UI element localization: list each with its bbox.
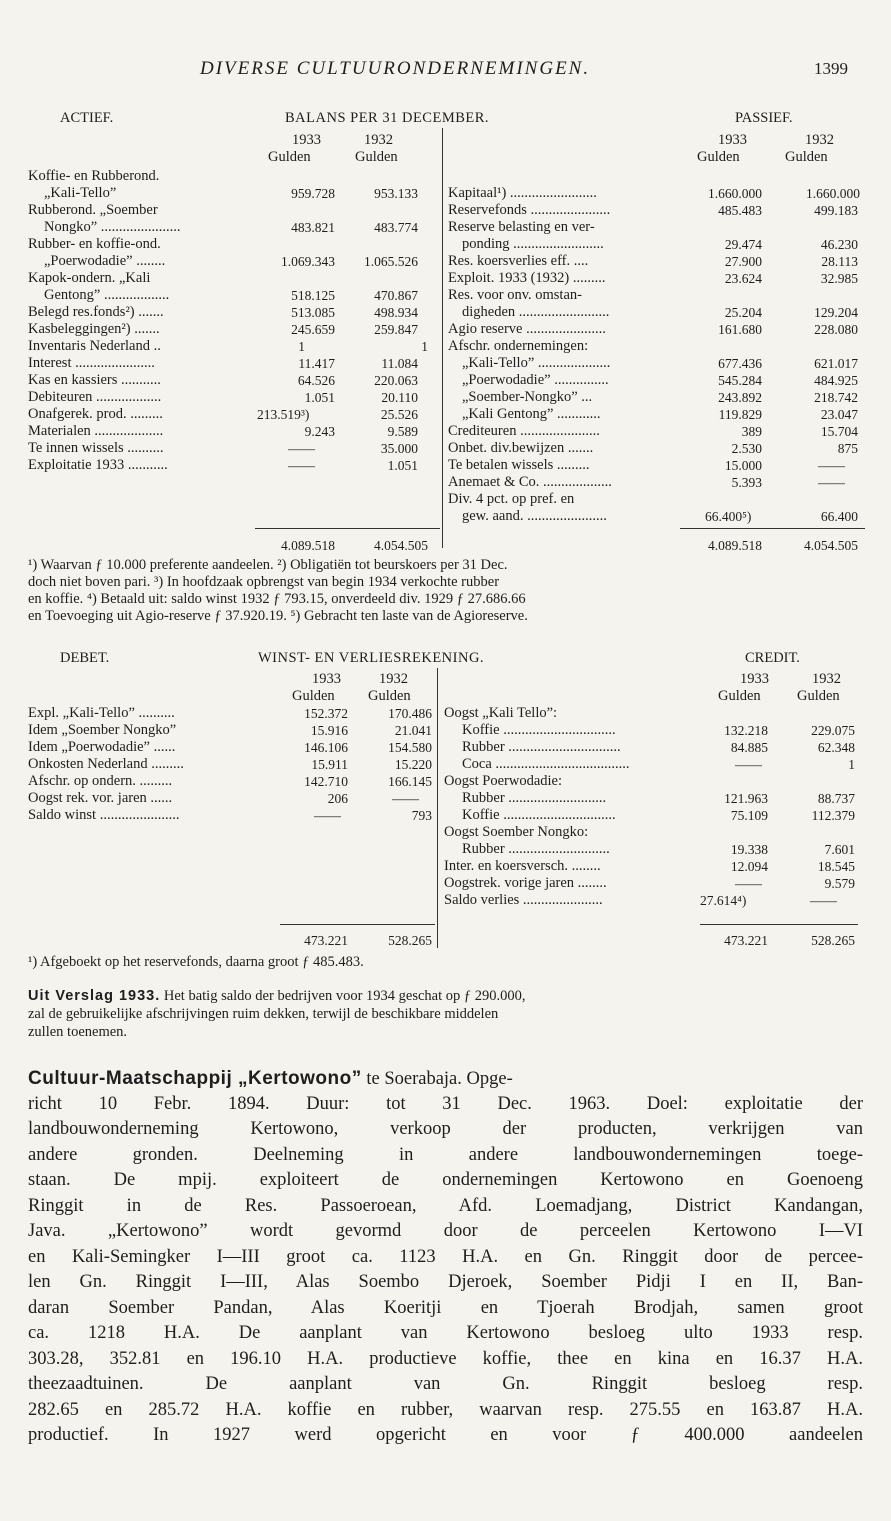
- row-label: Oogst „Kali Tello”:: [444, 705, 558, 721]
- value-1932: 15.704: [820, 424, 858, 439]
- total-1932-right: 528.265: [811, 933, 855, 948]
- row-label: Reserve belasting en ver-: [448, 219, 595, 235]
- body-line: theezaadtuinen. De aanplant van Gn. Ringgit besloeg resp.: [28, 1374, 863, 1394]
- value-1932: 229.075: [811, 723, 855, 738]
- value-1932: 11.084: [381, 356, 418, 371]
- table-row: [0, 321, 891, 338]
- body-line: len Gn. Ringgit I—III, Alas Soembo Djeroek, Soember Pidji I en II, Ban-: [28, 1272, 863, 1292]
- row-label: Interest ......................: [28, 355, 155, 371]
- value-1933: 513.085: [291, 305, 335, 320]
- row-label: Oogst rek. vor. jaren ......: [28, 790, 173, 806]
- value-1933: ——: [735, 876, 762, 891]
- value-1932: 218.742: [814, 390, 858, 405]
- total-1933-left: 473.221: [304, 933, 348, 948]
- value-1933: 23.624: [724, 271, 762, 286]
- value-1932: ——: [818, 475, 845, 490]
- row-label: Onafgerek. prod. .........: [28, 406, 163, 422]
- table-row: [0, 756, 891, 773]
- value-1933: 389: [741, 424, 762, 439]
- running-head-title: DIVERSE CULTUURONDERNEMINGEN.: [200, 58, 591, 79]
- value-1932: 793: [411, 808, 432, 823]
- table-row: [0, 440, 891, 457]
- value-1933: 5.393: [731, 475, 762, 490]
- row-label: Res. voor onv. omstan-: [448, 287, 582, 303]
- balans-unit-a-left: Gulden: [268, 149, 311, 165]
- table-row: [0, 253, 891, 270]
- table-row: [0, 423, 891, 440]
- row-label: „Kali Gentong” ............: [462, 406, 601, 422]
- value-1932: 170.486: [388, 706, 432, 721]
- row-label: Nongko” ......................: [44, 219, 181, 235]
- row-label: Exploit. 1933 (1932) .........: [448, 270, 606, 286]
- value-1933: 1.051: [304, 390, 335, 405]
- table-row: [0, 372, 891, 389]
- total-1933-right: 473.221: [724, 933, 768, 948]
- value-1933: 1.660.000: [708, 186, 762, 201]
- value-1932: ——: [818, 458, 845, 473]
- report-paragraph: [28, 988, 863, 1042]
- value-1933: 132.218: [724, 723, 768, 738]
- table-row: [0, 739, 891, 756]
- table-row: [0, 474, 891, 491]
- balans-year-b-right: 1932: [805, 132, 834, 148]
- row-label: Saldo winst ......................: [28, 807, 180, 823]
- table-row: [0, 537, 891, 554]
- value-1932: 166.145: [388, 774, 432, 789]
- winst-total-rule-right: [700, 924, 858, 925]
- total-rule-right: [680, 528, 865, 529]
- row-label: gew. aand. ......................: [462, 508, 607, 524]
- row-label: „Kali-Tello” ....................: [462, 355, 611, 371]
- row-label: Rubber ...........................: [462, 790, 607, 806]
- value-1933: 29.474: [724, 237, 762, 252]
- value-1933: 243.892: [718, 390, 762, 405]
- winst-footnote: [28, 954, 863, 971]
- row-label: Kasbeleggingen²) .......: [28, 321, 160, 337]
- row-label: Crediteuren ......................: [448, 423, 600, 439]
- table-row: [0, 168, 891, 185]
- row-label: ponding .........................: [462, 236, 604, 252]
- value-1933: 485.483: [718, 203, 762, 218]
- credit-heading: CREDIT.: [745, 650, 800, 666]
- value-1933: 213.519³): [257, 407, 310, 422]
- value-1932: 21.041: [394, 723, 432, 738]
- winst-unit-a-left: Gulden: [292, 688, 335, 704]
- row-label: Te innen wissels ..........: [28, 440, 164, 456]
- debet-heading: DEBET.: [60, 650, 110, 666]
- body-line: en Kali-Semingker I—III groot ca. 1123 H.A. en Gn. Ringgit door de percee-: [28, 1246, 863, 1267]
- balans-footnotes: [28, 557, 863, 625]
- table-row: [0, 932, 891, 949]
- total-1932-left: 528.265: [388, 933, 432, 948]
- value-1933: 2.530: [731, 441, 762, 456]
- table-row: [0, 773, 891, 790]
- row-label: Coca .....................................: [462, 756, 630, 772]
- company-paragraph: [28, 1066, 863, 1449]
- body-line: staan. De mpij. exploiteert de ondernemingen Kertowono en Goenoeng: [28, 1170, 863, 1190]
- winst-year-a-left: 1933: [312, 671, 341, 687]
- value-1932: 483.774: [374, 220, 418, 235]
- row-label: Exploitatie 1933 ...........: [28, 457, 168, 473]
- row-label: „Kali-Tello”: [44, 185, 117, 201]
- value-1932: 1.051: [387, 458, 418, 473]
- value-1932: 35.000: [380, 441, 418, 456]
- value-1932: 499.183: [814, 203, 858, 218]
- row-label: Oogst Soember Nongko:: [444, 824, 589, 840]
- report-lead: Uit Verslag 1933.: [28, 988, 161, 1004]
- body-line: andere gronden. Deelneming in andere landbouwondernemingen toege-: [28, 1144, 863, 1165]
- row-label: Onbet. div.bewijzen .......: [448, 440, 594, 456]
- body-line: productief. In 1927 werd opgericht en voor ƒ 400.000 aandeelen: [28, 1425, 863, 1445]
- value-1932: 621.017: [814, 356, 858, 371]
- value-1933: 1.069.343: [281, 254, 335, 269]
- row-label: Kas en kassiers ...........: [28, 372, 161, 388]
- value-1932: 46.230: [820, 237, 858, 252]
- balans-year-b-left: 1932: [364, 132, 393, 148]
- value-1933: 119.829: [718, 407, 762, 422]
- value-1933: 27.614⁴): [700, 893, 747, 908]
- value-1933: ——: [735, 757, 762, 772]
- value-1933: 15.911: [311, 757, 348, 772]
- winst-unit-b-right: Gulden: [797, 688, 840, 704]
- table-row: [0, 858, 891, 875]
- value-1932: 484.925: [814, 373, 858, 388]
- footnote-line: en Toevoeging uit Agio-reserve ƒ 37.920.19. ⁵) Gebracht ten laste van de Agioreserve.: [28, 608, 528, 624]
- value-1932: 1.065.526: [364, 254, 418, 269]
- value-1933: 27.900: [724, 254, 762, 269]
- row-label: Idem „Poerwodadie” ......: [28, 739, 176, 755]
- row-label: Te betalen wissels .........: [448, 457, 590, 473]
- value-1932: 66.400: [820, 509, 858, 524]
- total-1933-left: 4.089.518: [281, 538, 335, 553]
- value-1933: ——: [288, 441, 315, 456]
- report-line: zal de gebruikelijke afschrijvingen ruim dekken, terwijl de beschikbare middelen: [28, 1006, 499, 1022]
- value-1933: 483.821: [291, 220, 335, 235]
- table-row: [0, 790, 891, 807]
- balans-year-a-right: 1933: [718, 132, 747, 148]
- body-line: 282.65 en 285.72 H.A. koffie en rubber, waarvan resp. 275.55 en 163.87 H.A.: [28, 1399, 863, 1420]
- value-1932: 154.580: [388, 740, 432, 755]
- value-1933: 142.710: [304, 774, 348, 789]
- table-row: [0, 185, 891, 202]
- table-row: [0, 236, 891, 253]
- row-label: Debiteuren ..................: [28, 389, 162, 405]
- value-1932: 7.601: [824, 842, 855, 857]
- table-row: [0, 705, 891, 722]
- value-1932: 9.579: [824, 876, 855, 891]
- value-1932: 470.867: [374, 288, 418, 303]
- value-1933: 11.417: [298, 356, 335, 371]
- body-line: richt 10 Febr. 1894. Duur: tot 31 Dec. 1963. Doel: exploitatie der: [28, 1093, 863, 1114]
- footnote-line: ¹) Waarvan ƒ 10.000 preferente aandeelen. ²) Obligatiën tot beurskoers per 31 Dec.: [28, 557, 508, 573]
- report-line: [28, 988, 863, 1006]
- balans-title: BALANS PER 31 DECEMBER.: [285, 110, 490, 126]
- value-1933: 677.436: [718, 356, 762, 371]
- value-1933: 19.338: [730, 842, 768, 857]
- value-1932: 220.063: [374, 373, 418, 388]
- row-label: Rubberond. „Soember: [28, 202, 158, 218]
- row-label: Koffie ...............................: [462, 807, 616, 823]
- balans-unit-a-right: Gulden: [697, 149, 740, 165]
- value-1932: ——: [392, 791, 419, 806]
- winst-unit-b-left: Gulden: [368, 688, 411, 704]
- row-label: Res. koersverlies eff. ....: [448, 253, 589, 269]
- value-1932: 32.985: [820, 271, 858, 286]
- footnote-line: ¹) Afgeboekt op het reservefonds, daarna groot ƒ 485.483.: [28, 954, 364, 970]
- row-label: Materialen ...................: [28, 423, 164, 439]
- value-1933: 245.659: [291, 322, 335, 337]
- table-row: [0, 841, 891, 858]
- value-1933: 15.000: [724, 458, 762, 473]
- row-label: Rubber ............................: [462, 841, 610, 857]
- row-label: Afschr. op ondern. .........: [28, 773, 173, 789]
- row-label: „Soember-Nongko” ...: [462, 389, 593, 405]
- total-1932-left: 4.054.505: [374, 538, 428, 553]
- table-row: [0, 824, 891, 841]
- value-1933: 84.885: [730, 740, 768, 755]
- row-label: Kapok-ondern. „Kali: [28, 270, 151, 286]
- value-1933: 545.284: [718, 373, 762, 388]
- footnote-line: doch niet boven pari. ³) In hoofdzaak opbrengst van begin 1934 verkochte rubber: [28, 574, 500, 590]
- balans-unit-b-left: Gulden: [355, 149, 398, 165]
- table-row: [0, 219, 891, 236]
- row-label: Expl. „Kali-Tello” ..........: [28, 705, 175, 721]
- row-label: Reservefonds ......................: [448, 202, 611, 218]
- table-row: [0, 491, 891, 508]
- table-row: [0, 304, 891, 321]
- row-label: Oogst Poerwodadie:: [444, 773, 562, 789]
- row-label: Gentong” ..................: [44, 287, 170, 303]
- table-row: [0, 287, 891, 304]
- row-label: Saldo verlies ......................: [444, 892, 603, 908]
- value-1933: 206: [327, 791, 348, 806]
- value-1932: 18.545: [817, 859, 855, 874]
- balans-year-a-left: 1933: [292, 132, 321, 148]
- total-1933-right: 4.089.518: [708, 538, 762, 553]
- body-line: Ringgit in de Res. Passoeroean, Afd. Loemadjang, District Kandangan,: [28, 1195, 863, 1216]
- winst-unit-a-right: Gulden: [718, 688, 761, 704]
- value-1932: 62.348: [817, 740, 855, 755]
- winst-year-b-right: 1932: [812, 671, 841, 687]
- value-1933: ——: [288, 458, 315, 473]
- table-row: [0, 508, 891, 525]
- value-1933: 12.094: [730, 859, 768, 874]
- row-label: digheden .........................: [462, 304, 610, 320]
- value-1932: 25.526: [380, 407, 418, 422]
- value-1933: 15.916: [310, 723, 348, 738]
- value-1933: 75.109: [730, 808, 768, 823]
- report-line: zullen toenemen.: [28, 1024, 128, 1040]
- row-label: Inventaris Nederland ..: [28, 338, 161, 354]
- table-row: [0, 807, 891, 824]
- company-name: Cultuur-Maatschappij „Kertowono”: [28, 1068, 362, 1089]
- winst-title: WINST- EN VERLIESREKENING.: [258, 650, 485, 666]
- value-1932: 23.047: [820, 407, 858, 422]
- footnote-line: en koffie. ⁴) Betaald uit: saldo winst 1932 ƒ 793.15, onverdeeld div. 1929 ƒ 27.686.66: [28, 591, 526, 607]
- value-1932: 28.113: [821, 254, 858, 269]
- table-row: [0, 892, 891, 909]
- value-1933: 66.400⁵): [705, 509, 752, 524]
- body-line: landbouwonderneming Kertowono, verkoop der producten, verkrijgen van: [28, 1119, 863, 1139]
- row-label: Kapitaal¹) ........................: [448, 185, 597, 201]
- table-row: [0, 355, 891, 372]
- row-label: Oogstrek. vorige jaren ........: [444, 875, 607, 891]
- row-label: Belegd res.fonds²) .......: [28, 304, 164, 320]
- value-1933: 64.526: [297, 373, 335, 388]
- body-line: 303.28, 352.81 en 196.10 H.A. productieve koffie, thee en kina en 16.37 H.A.: [28, 1348, 863, 1369]
- row-label: „Poerwodadie” ........: [44, 253, 166, 269]
- value-1932: 20.110: [381, 390, 418, 405]
- winst-total-rule-left: [280, 924, 435, 925]
- row-label: Div. 4 pct. op pref. en: [448, 491, 575, 507]
- value-1932: 1.660.000: [806, 186, 860, 201]
- value-1932: 9.589: [387, 424, 418, 439]
- value-1932: ——: [810, 893, 837, 908]
- value-1933: 146.106: [304, 740, 348, 755]
- table-row: [0, 722, 891, 739]
- row-label: Koffie- en Rubberond.: [28, 168, 160, 184]
- value-1933: ——: [314, 808, 341, 823]
- row-label: Koffie ...............................: [462, 722, 616, 738]
- value-1932: 228.080: [814, 322, 858, 337]
- value-1933: 518.125: [291, 288, 335, 303]
- value-1933: 9.243: [304, 424, 335, 439]
- value-1933: 152.372: [304, 706, 348, 721]
- running-head: [0, 58, 891, 88]
- value-1932: 1: [848, 757, 855, 772]
- value-1933: 959.728: [291, 186, 335, 201]
- body-text: te Soerabaja. Opge-: [361, 1069, 513, 1089]
- value-1933: 121.963: [724, 791, 768, 806]
- value-1932: 112.379: [811, 808, 855, 823]
- value-1932: 15.220: [394, 757, 432, 772]
- value-1932: 498.934: [374, 305, 418, 320]
- row-label: Inter. en koersversch. ........: [444, 858, 601, 874]
- balans-unit-b-right: Gulden: [785, 149, 828, 165]
- table-row: [0, 389, 891, 406]
- winst-year-b-left: 1932: [379, 671, 408, 687]
- row-label: Rubber ...............................: [462, 739, 621, 755]
- row-label: Agio reserve ......................: [448, 321, 606, 337]
- total-1932-right: 4.054.505: [804, 538, 858, 553]
- row-label: Anemaet & Co. ...................: [448, 474, 612, 490]
- report-text: Het batig saldo der bedrijven voor 1934 geschat op ƒ 290.000,: [160, 988, 526, 1004]
- table-row: [0, 202, 891, 219]
- table-row: [0, 270, 891, 287]
- row-label: Idem „Soember Nongko”: [28, 722, 177, 738]
- passief-heading: PASSIEF.: [735, 110, 793, 126]
- table-row: [0, 457, 891, 474]
- row-label: „Poerwodadie” ...............: [462, 372, 609, 388]
- value-1932: 88.737: [817, 791, 855, 806]
- value-1933: 25.204: [724, 305, 762, 320]
- value-1932: 875: [837, 441, 858, 456]
- body-line: Java. „Kertowono” wordt gevormd door de perceelen Kertowono I—VI: [28, 1221, 863, 1241]
- winst-year-a-right: 1933: [740, 671, 769, 687]
- table-row: [0, 875, 891, 892]
- value-1933: 161.680: [718, 322, 762, 337]
- value-1932: 1: [421, 339, 428, 354]
- row-label: Afschr. ondernemingen:: [448, 338, 589, 354]
- row-label: Rubber- en koffie-ond.: [28, 236, 161, 252]
- value-1932: 259.847: [374, 322, 418, 337]
- page-number: 1399: [814, 59, 848, 78]
- body-line: daran Soember Pandan, Alas Koeritji en Tjoerah Brodjah, samen groot: [28, 1297, 863, 1318]
- actief-heading: ACTIEF.: [60, 110, 114, 126]
- value-1932: 953.133: [374, 186, 418, 201]
- value-1932: 129.204: [814, 305, 858, 320]
- value-1933: 1: [298, 339, 305, 354]
- row-label: Onkosten Nederland .........: [28, 756, 184, 772]
- table-row: [0, 406, 891, 423]
- body-line: ca. 1218 H.A. De aanplant van Kertowono besloeg ulto 1933 resp.: [28, 1323, 863, 1343]
- body-line: [28, 1066, 863, 1092]
- table-row: [0, 338, 891, 355]
- total-rule-left: [255, 528, 440, 529]
